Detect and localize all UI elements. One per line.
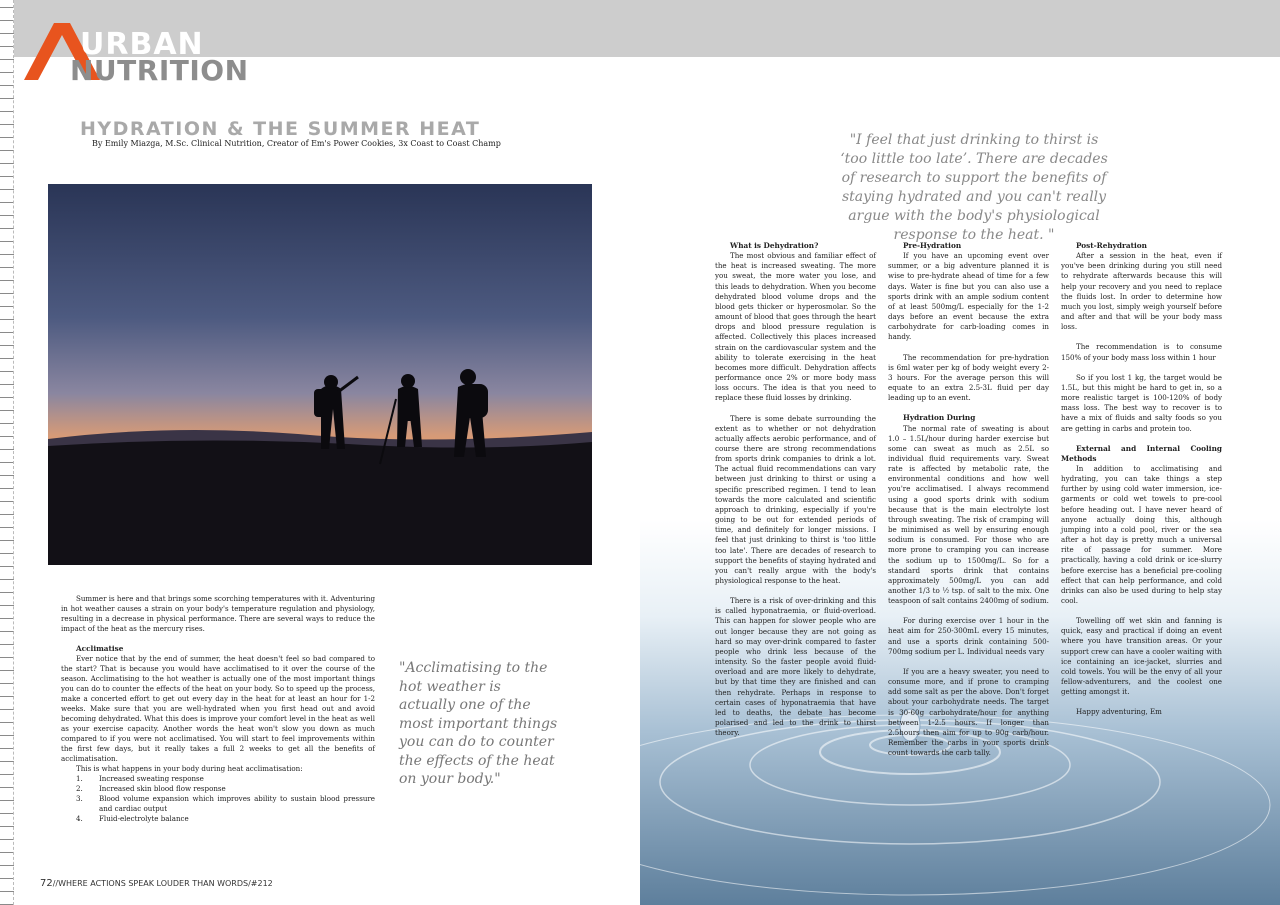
- column-post-rehydration: [1061, 241, 1222, 718]
- cooling-paragraph-1: In addition to acclimatising and hydrating, you can take things a step further by using cold water immersion, ice-garments or cold wet towels to pre-cool before heading out. I have never heard of anyone actually doing this, although jumping into a cold pool, river or the sea after a hot day is pretty much a universal rite of passage for summer. More practically, having a cold drink or ice-slurry before exercise has a beneficial pre-cooling effect that can help performance, and cold drinks can also be used during to help stay cool.: [1061, 463, 1222, 605]
- hydration-during-heading: Hydration During: [903, 413, 976, 423]
- post-paragraph-3: So if you lost 1 kg, the target would be 1.5L, but this might be hard to get in, so a more realistic target is 100-120% of body mass loss. The best way to recover is to have a mix of fluids and salty foods so you are getting in carbs and protein too.: [1061, 372, 1222, 433]
- footer-tagline: //WHERE ACTIONS SPEAK LOUDER THAN WORDS/#212: [52, 879, 273, 888]
- list-item: 2. Increased skin blood flow response: [76, 784, 226, 794]
- page-binding-edge: [0, 0, 14, 905]
- during-paragraph-1: The normal rate of sweating is about 1.0 – 1.5L/hour during harder exercise but some can sweat as much as 2.5L so individual fluid requirements vary. Sweat rate is affected by metabolic rate, the environmental conditions and how well you're acclimatised. I always recommend using a good sports drink with sodium because that is the main electrolyte lost through sweating. The risk of cramping will be minimised as well by ensuring enough sodium is consumed. For those who are more prone to cramping you can increase the sodium up to 1500mg/L. So for a standard sports drink that contains approximately 500mg/L you can add another 1/3 to ½ tsp. of salt to the mix. One teaspoon of salt contains 2400mg of sodium.: [888, 423, 1049, 606]
- hikers-sunset-photo: [48, 184, 592, 565]
- acclimatise-paragraph: Ever notice that by the end of summer, the heat doesn't feel so bad compared to the start? That is because you would have acclimatised to it over the course of the season. Acclimatising to the hot weather is actually one of the most important things you can do to counter the effects of the heat on your body. So to speed up the process, make a concerted effort to get out every day in the heat for at least an hour for 1-2 weeks. Make sure that you are well-hydrated when you first head out and avoid becoming dehydrated. What this does is improve your comfort level in the heat as well as your exercise capacity. Another words the heat won't slow you down as much compared to if you were not acclimatised. You will start to feel improvements within the first few days, but it really takes a full 2 weeks to get all the benefits of acclimatisation.: [61, 654, 375, 764]
- article-title: HYDRATION & THE SUMMER HEAT: [80, 118, 481, 140]
- during-paragraph-3: If you are a heavy sweater, you need to consume more, and if prone to cramping add some salt as per the above. Don't forget about your carbohydrate needs. The target is 30-60g carbohydrate/hour for anything between 1-2.5 hours. If longer than 2.5hours then aim for up to 90g carb/hour. Remember the carbs in your sports drink count towards the carb tally.: [888, 666, 1049, 758]
- logo-urban-text: URBAN: [80, 27, 204, 62]
- list-item: 3. Blood volume expansion which improves ability to sustain blood pressure and cardiac output: [76, 794, 375, 814]
- during-paragraph-2: For during exercise over 1 hour in the heat aim for 250-300mL every 15 minutes, and use a sports drink containing 500-700mg sodium per L. Individual needs vary: [888, 616, 1049, 656]
- cooling-paragraph-2: Towelling off wet skin and fanning is quick, easy and practical if doing an event where you have transition areas. Or your support crew can have a cooler waiting with ice containing an ice-jacket, slurries and cold towels. You will be the envy of all your fellow-adventurers, and the coolest one getting amongst it.: [1061, 616, 1222, 697]
- urban-nutrition-logo: [24, 20, 274, 87]
- pre-hydration-heading: Pre-Hydration: [903, 241, 962, 250]
- list-item: 1. Increased sweating response: [76, 774, 204, 784]
- logo-nutrition-text: NUTRITION: [70, 54, 249, 87]
- column-pre-hydration: [888, 241, 1049, 758]
- intro-paragraph: Summer is here and that brings some scorching temperatures with it. Adventuring in hot weather causes a strain on your body's temperature regulation and physiology, resulting in a decrease in physical performance. There are several ways to reduce the impact of the heat as the mercury rises.: [61, 594, 375, 633]
- cooling-heading: External and Internal Cooling Methods: [1061, 443, 1222, 463]
- post-paragraph-2: The recommendation is to consume 150% of your body mass loss within 1 hour: [1061, 342, 1222, 362]
- list-item: 4. Fluid-electrolyte balance: [76, 814, 189, 824]
- post-rehydration-heading: Post-Rehydration: [1076, 241, 1147, 250]
- post-paragraph-1: After a session in the heat, even if you've been drinking during you still need to rehydrate afterwards because this will help your recovery and you need to replace the fluids lost. In order to determine how much you lost, simply weigh yourself before and after and that will be your body mass loss.: [1061, 251, 1222, 332]
- acclimatise-heading: Acclimatise: [76, 644, 124, 653]
- pull-quote-left: "Acclimatising to the hot weather is actually one of the most important things you can do to counter the effects of the heat on your body.": [399, 660, 558, 787]
- dehydration-paragraph-3: There is a risk of over-drinking and this is called hyponatraemia, or fluid-overload. This can happen for slower people who are out longer because they are not going as hard so may over-drink compared to faster people who drink less because of the intensity. So the faster people avoid fluid-overload and are more likely to dehydrate, but by that time they are finished and can then rehydrate. Perhaps in response to certain cases of hyponatraemia that have led to deaths, the debate has become polarised and led to the drink to thirst theory.: [715, 596, 876, 738]
- intro-column: [61, 594, 375, 824]
- article-byline: By Emily Miazga, M.Sc. Clinical Nutrition, Creator of Em's Power Cookies, 3x Coast to Coast Champ: [92, 139, 501, 148]
- dehydration-paragraph-2: There is some debate surrounding the extent as to whether or not dehydration actually affects aerobic performance, and of course there are strong recommendations from sports drink companies to drink a lot. The actual fluid recommendations can vary between just drinking to thirst or using a specific prescribed regimen. I tend to lean towards the more calculated and scientific approach to drinking, especially if you're going to be out for extended periods of time, and definitely for longer missions. I feel that just drinking to thirst is 'too little too late'. There are decades of research to support the benefits of staying hydrated and you can't really argue with the body's physiological response to the heat.: [715, 413, 876, 585]
- pre-hydration-paragraph-2: The recommendation for pre-hydration is 6ml water per kg of body weight every 2-3 hours. For the average person this will equate to an extra 2.5-3L fluid per day leading up to an event.: [888, 352, 1049, 403]
- page-footer: [40, 878, 273, 889]
- dehydration-paragraph-1: The most obvious and familiar effect of the heat is increased sweating. The more you sweat, the more water you lose, and this leads to dehydration. When you become dehydrated blood volume drops and the blood gets thicker or hyperosmolar. So the amount of blood that goes through the heart drops and blood pressure regulation is affected. Collectively this places increased strain on the cardiovascular system and the ability to tolerate exercising in the heat becomes more difficult. Dehydration affects performance once 2% or more body mass loss occurs. The idea is that you need to replace these fluid losses by drinking.: [715, 251, 876, 403]
- pre-hydration-paragraph-1: If you have an upcoming event over summer, or a big adventure planned it is wise to pre-hydrate ahead of time for a few days. Water is fine but you can also use a sports drink with an ample sodium content of at least 500mg/L especially for the 1-2 days before an event because the extra carbohydrate for carb-loading comes in handy.: [888, 251, 1049, 342]
- list-intro: This is what happens in your body during heat acclimatisation:: [76, 764, 303, 774]
- signoff: Happy adventuring, Em: [1076, 707, 1162, 717]
- pull-quote-top: "I feel that just drinking to thirst is ‘too little too late’. There are decades of research to support the benefits of staying hydrated and you can't really argue with the body's physiological response to the heat. ": [840, 132, 1108, 243]
- column-dehydration: [715, 241, 876, 738]
- page-number: 72: [40, 878, 53, 889]
- dehydration-heading: What is Dehydration?: [730, 241, 819, 250]
- acclimatisation-list: [61, 774, 375, 824]
